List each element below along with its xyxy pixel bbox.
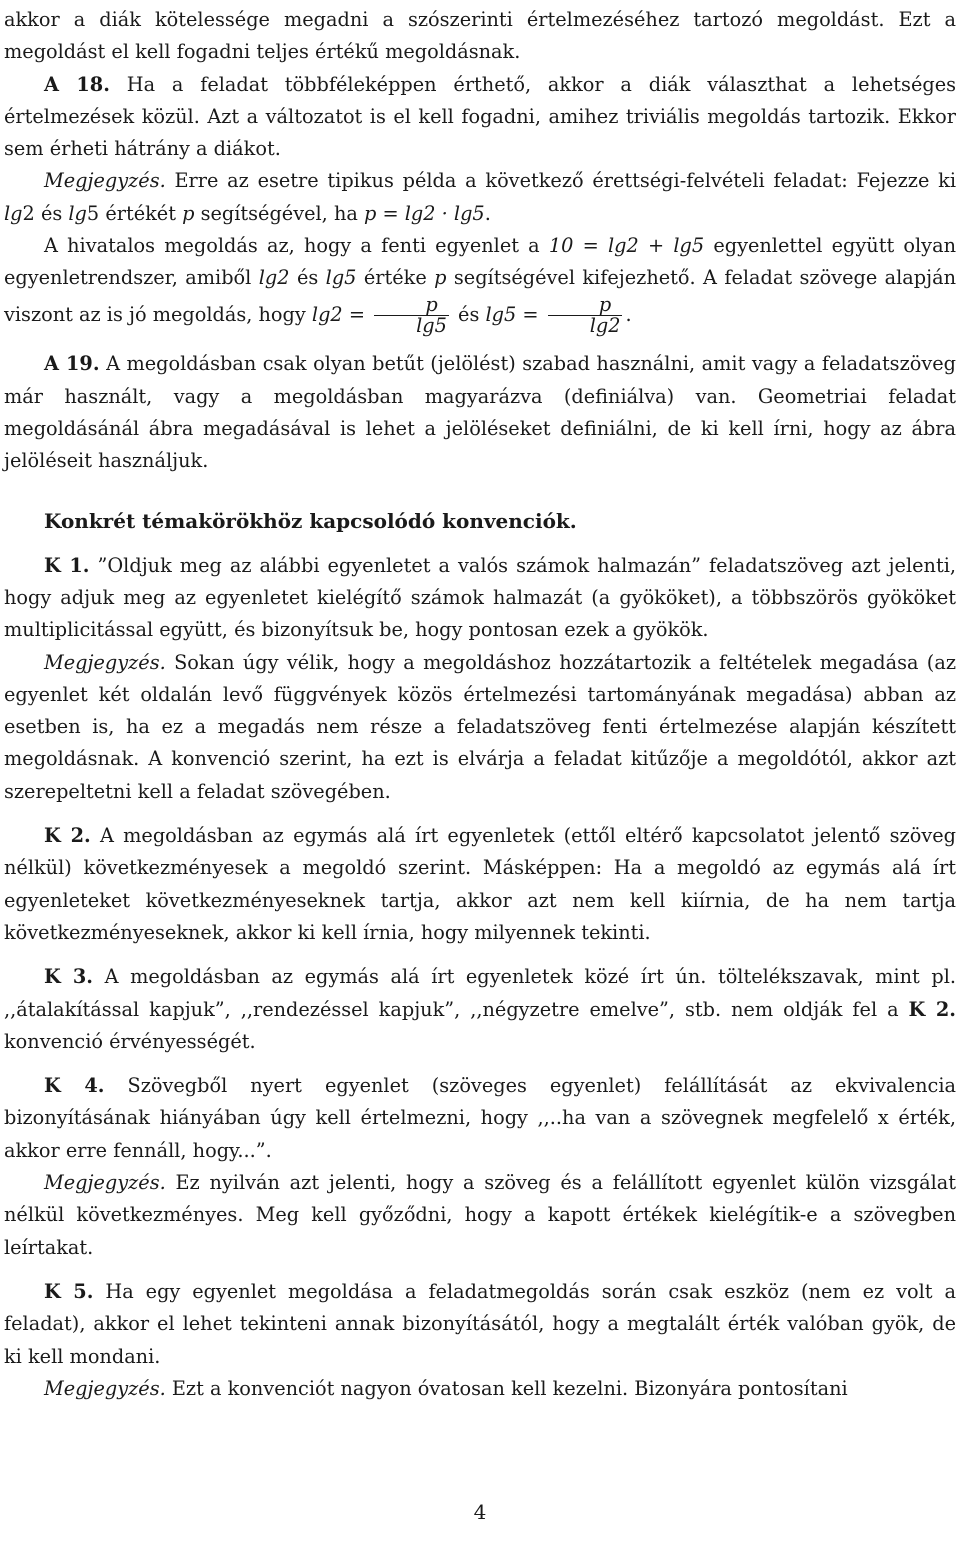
a19-paragraph [4,348,956,477]
fraction-2-lhs: lg5 = [485,302,539,326]
a18-var-p: p [182,201,195,225]
a18-var-lg5: lg [68,201,87,225]
k5-note-text: Ezt a konvenciót nagyon óvatosan kell kezelni. Bizonyára pontosítani [171,1376,848,1400]
k3-text-1: A megoldásban az egymás alá írt egyenletek közé írt ún. töltelékszavak, mint pl. ,,átalakítással kapjuk”, ,,rendezéssel kapjuk”, ,,négyzetre emelve”, stb. nem oldják fel a [4,965,956,1021]
page-number: 4 [473,1500,487,1524]
k4-label: K 4. [44,1074,105,1098]
a18-note-paragraph [4,165,956,230]
hivatalos-es-2: és [458,302,480,326]
fraction-1-numerator: p [374,295,449,316]
a18-text: Ha a feladat többféleképpen érthető, akkor a diák választhat a lehetséges értelmezések közül. Azt a változatot is el kell fogadni, amihez triviális megoldás tartozik. Ekkor sem érheti hátrány a diákot. [4,72,957,161]
a18-paragraph [4,69,956,166]
a18-num-5: 5 [86,201,100,225]
a18-equation-def: p = lg2 · lg5 [364,201,485,225]
k3-paragraph [4,961,956,1058]
a18-num-2: 2 [22,201,35,225]
hivatalos-equation-sum: 10 = lg2 + lg5 [548,234,705,258]
k4-note-text: Ez nyilván azt jelenti, hogy a szöveg és a felállított egyenlet külön vizsgálat nélkül következményes. Meg kell győződni, hogy a kapott értékek kielégítik-e a szövegben leírtakat. [4,1171,956,1259]
k2-paragraph [4,820,956,949]
a19-text: A megoldásban csak olyan betűt (jelölést) szabad használni, amit vagy a feladatszöveg már használt, vagy a megoldásban magyarázva (definiálva) van. Geometriai feladat megoldásánál ábra megadásával is lehet a jelöléseket definiálni, de ki kell írni, hogy az ábra jelöléseit használjuk. [4,352,956,473]
a19-label: A 19. [44,352,100,376]
hivatalos-text-1: A hivatalos megoldás az, hogy a fenti egyenlet a [44,234,540,258]
k1-note-paragraph [4,647,956,808]
k2-label: K 2. [44,824,91,848]
fraction-2-numerator: p [548,295,623,316]
a18-period: . [484,201,491,225]
k5-text: Ha egy egyenlet megoldása a feladatmegoldás során csak eszköz (nem ez volt a feladat), akkor el lehet tekinteni annak bizonyításától, hogy a megtalált érték valóban gyök, de ki kell mondani. [4,1279,956,1368]
intro-paragraph [4,4,956,69]
k3-reference: K 2. [908,997,956,1021]
fraction-2 [548,292,623,337]
hivatalos-es: és [296,266,319,290]
intro-text: akkor a diák kötelessége megadni a szószerinti értelmezéséhez tartozó megoldást. Ezt a megoldást el kell fogadni teljes értékű megoldásnak. [4,8,956,64]
hivatalos-text-2: egyenlettel együtt olyan egyenletrendszer, amiből [4,234,956,290]
hivatalos-end: . [625,302,632,326]
a18-note-text-3: segítségével, ha [200,201,358,225]
a18-note-text-2: értékét [105,201,176,225]
hivatalos-lg5: lg5 [325,266,357,290]
k4-note-label: Megjegyzés. [44,1171,166,1195]
k2-text: A megoldásban az egymás alá írt egyenletek (ettől eltérő kapcsolatot jelentő szöveg nélkül) következményesek a megoldó szerint. Másképpen: Ha a megoldó az egymás alá írt egyenleteket következményeseknek tartja, akkor azt nem kell kiírnia, de ha nem tartja következményeseknek, akkor ki kell írnia, hogy milyennek tekinti. [4,824,956,944]
k3-text-2: konvenció érvényességét. [4,1029,256,1053]
k1-note-text: Sokan úgy vélik, hogy a megoldáshoz hozzátartozik a feltételek megadása (az egyenlet két oldalán levő függvények közös értelmezési tartományának megadása) abban az esetben is, ha ez a megadás nem része a feladatszöveg fenti értelmezése alapján készített megoldásnak. A konvenció szerint, ha ezt is elvárja a feladat kitűzője a megoldótól, akkor azt szerepeltetni kell a feladat szövegében. [4,650,956,803]
k4-note-paragraph [4,1167,956,1264]
fraction-1 [374,292,449,337]
k3-label: K 3. [44,965,94,989]
hivatalos-text-3: értéke [363,266,427,290]
k5-paragraph [4,1276,956,1373]
a18-word-es: és [40,201,63,225]
hivatalos-text-4: segítségével kifejezhető. A feladat szövege alapján viszont az is jó megoldás, hogy [4,266,957,326]
k1-paragraph [4,550,956,647]
a18-note-text-1: Erre az esetre tipikus példa a következő érettségi-felvételi feladat: Fejezze ki [174,169,956,193]
k1-label: K 1. [44,553,90,577]
k4-paragraph [4,1070,956,1167]
a18-var-lg2: lg [4,201,23,225]
a18-label: A 18. [44,72,110,96]
k4-text: Szövegből nyert egyenlet (szöveges egyenlet) felállítását az ekvivalencia bizonyításának hiányában úgy kell értelmezni, hogy ,,..ha van a szövegnek megfelelő x érték, akkor erre fennáll, hogy...”. [4,1074,956,1162]
hivatalos-lg2: lg2 [258,266,290,290]
k5-note-paragraph [4,1373,956,1405]
k1-note-label: Megjegyzés. [44,650,166,674]
fraction-2-denominator: lg2 [589,313,621,337]
k5-label: K 5. [44,1279,94,1303]
k5-note-label: Megjegyzés. [44,1376,166,1400]
a18-note-label: Megjegyzés. [44,169,166,193]
k1-text: ”Oldjuk meg az alábbi egyenletet a valós számok halmazán” feladatszöveg azt jelenti, hogy adjuk meg az egyenletet kielégítő számok halmazát (a gyököket), a többszörös gyököket multiplicitással együtt, és bizonyítsuk be, hogy pontosan ezek a gyökök. [4,553,956,642]
section-title: Konkrét témakörökhöz kapcsolódó konvenciók. [44,509,577,534]
hivatalos-paragraph [4,230,956,336]
hivatalos-p: p [434,266,447,290]
fraction-1-lhs: lg2 = [311,302,365,326]
fraction-1-denominator: lg5 [416,313,447,337]
